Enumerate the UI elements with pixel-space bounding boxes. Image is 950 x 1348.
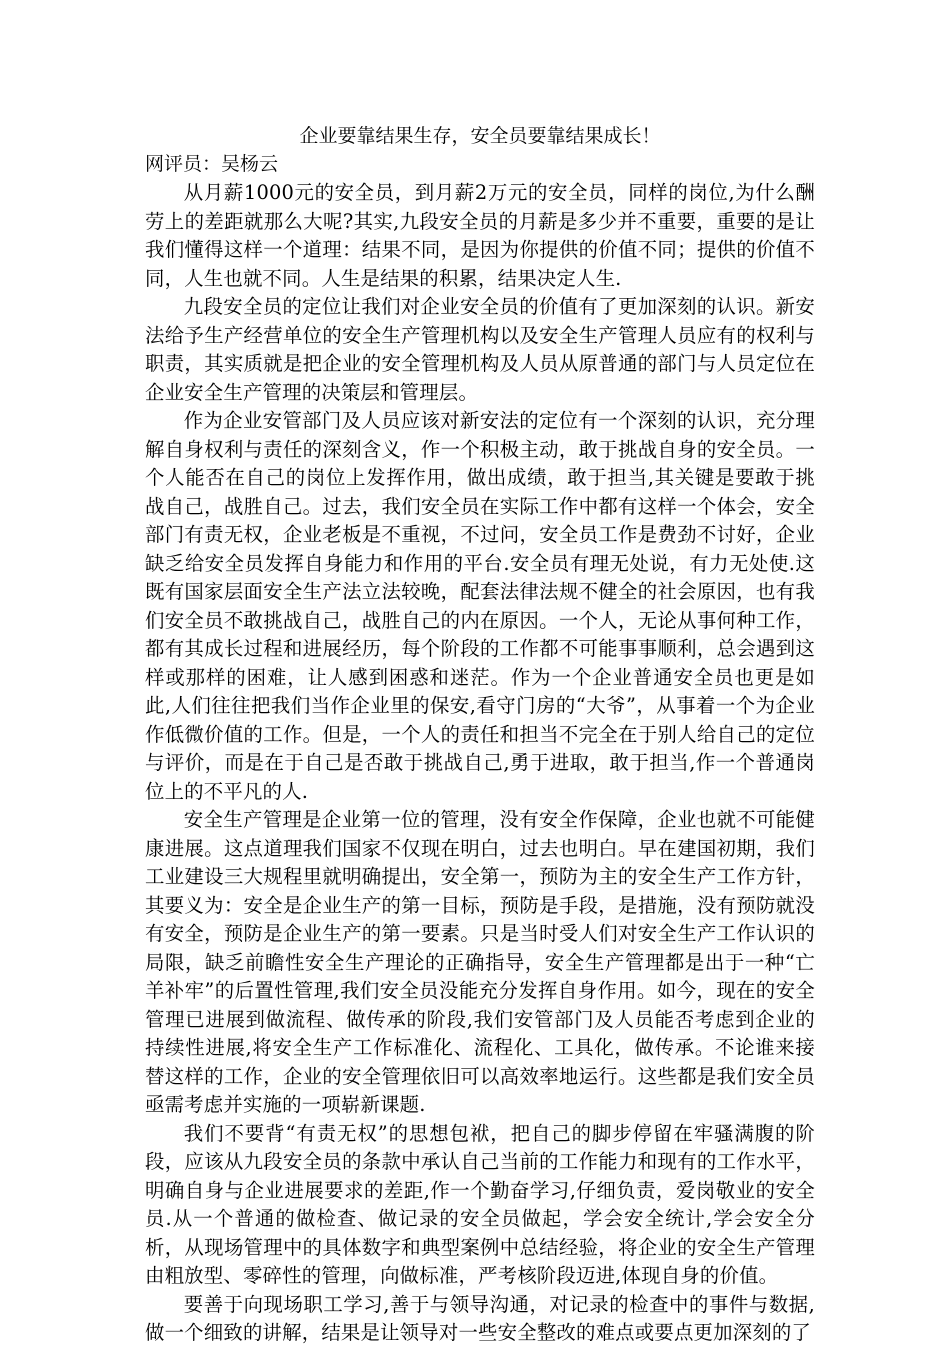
paragraph-5: 我们不要背“有责无权”的思想包袱，把自己的脚步停留在牢骚满腹的阶段，应该从九段安全员的条款中承认自己当前的工作能力和现有的工作水平，明确自身与企业进展要求的差距,作一个勤奋学习,仔细负责，爱岗敬业的安全员.从一个普通的做检查、做记录的安全员做起，学会安全统计,学会安全分析，从现场管理中的具体数字和典型案例中总结经验，将企业的安全生产管理由粗放型、零碎性的管理，向做标准，严考核阶段迈进,体现自身的价值。 [145,1121,815,1287]
paragraph-2: 九段安全员的定位让我们对企业安全员的价值有了更加深刻的认识。新安法给予生产经营单位的安全生产管理机构以及安全生产管理人员应有的权利与职责，其实质就是把企业的安全管理机构及人员从原普通的部门与人员定位在企业安全生产管理的决策层和管理层。 [145,295,815,404]
paragraph-6: 要善于向现场职工学习,善于与领导沟通，对记录的检查中的事件与数据,做一个细致的讲解，结果是让领导对一些安全整改的难点或要点更加深刻的了 [145,1292,815,1344]
paragraph-1: 从月薪1000元的安全员，到月薪2万元的安全员，同样的岗位,为什么酬劳上的差距就那么大呢?其实,九段安全员的月薪是多少并不重要，重要的是让我们懂得这样一个道理：结果不同，是因为你提供的价值不同；提供的价值不同，人生也就不同。人生是结果的积累，结果决定人生. [145,181,815,290]
document-author: 网评员：吴杨云 [145,153,279,175]
paragraph-3: 作为企业安管部门及人员应该对新安法的定位有一个深刻的认识，充分理解自身权利与责任的深刻含义，作一个积极主动，敢于挑战自身的安全员。一个人能否在自己的岗位上发挥作用，做出成绩，敢于担当,其关键是要敢于挑战自己，战胜自己。过去，我们安全员在实际工作中都有这样一个体会，安全部门有责无权，企业老板是不重视，不过问，安全员工作是费劲不讨好，企业缺乏给安全员发挥自身能力和作用的平台.安全员有理无处说，有力无处使.这既有国家层面安全生产法立法较晚，配套法律法规不健全的社会原因，也有我们安全员不敢挑战自己，战胜自己的内在原因。一个人，无论从事何种工作，都有其成长过程和进展经历，每个阶段的工作都不可能事事顺利，总会遇到这样或那样的困难，让人感到困惑和迷茫。作为一个企业普通安全员也更是如此,人们往往把我们当作企业里的保安,看守门房的“大爷”，从事着一个为企业作低微价值的工作。但是，一个人的责任和担当不完全在于别人给自己的定位与评价，而是在于自己是否敢于挑战自己,勇于进取，敢于担当,作一个普通岗位上的不平凡的人. [145,409,815,803]
paragraph-4: 安全生产管理是企业第一位的管理，没有安全作保障，企业也就不可能健康进展。这点道理我们国家不仅现在明白，过去也明白。早在建国初期，我们工业建设三大规程里就明确提出，安全第一，预防为主的安全生产工作方针，其要义为：安全是企业生产的第一目标，预防是手段，是措施，没有预防就没有安全，预防是企业生产的第一要素。只是当时受人们对安全生产工作认识的局限，缺乏前瞻性安全生产理论的正确指导，安全生产管理都是出于一种“亡羊补牢”的后置性管理,我们安全员没能充分发挥自身作用。如今，现在的安全管理已进展到做流程、做传承的阶段,我们安管部门及人员能否考虑到企业的持续性进展,将安全生产工作标准化、流程化、工具化，做传承。不论谁来接替这样的工作，企业的安全管理依旧可以高效率地运行。这些都是我们安全员亟需考虑并实施的一项崭新课题. [145,808,815,1116]
document-page [145,123,815,1348]
document-title: 企业要靠结果生存，安全员要靠结果成长！ [299,125,661,147]
